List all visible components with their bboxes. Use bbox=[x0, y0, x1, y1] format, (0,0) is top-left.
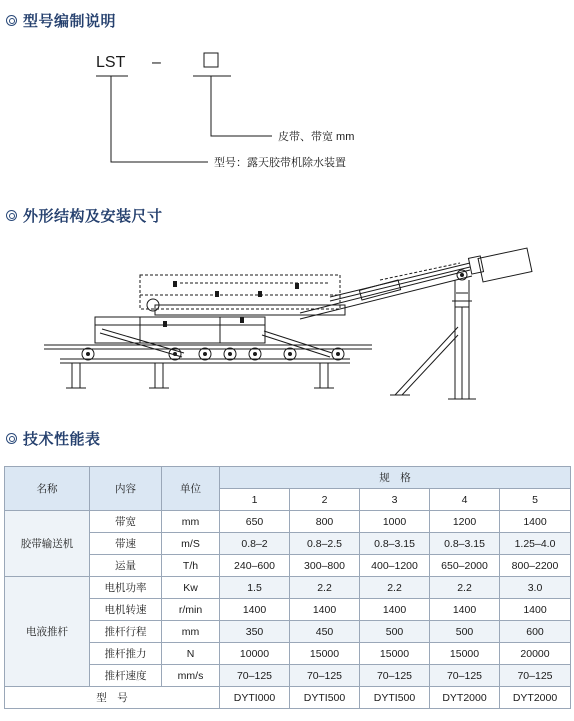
cell: 15000 bbox=[360, 643, 430, 665]
cell: 300–800 bbox=[290, 555, 360, 577]
cell: 0.8–3.15 bbox=[430, 533, 500, 555]
cell: 500 bbox=[360, 621, 430, 643]
cell: 1400 bbox=[220, 599, 290, 621]
section-title-outline: 外形结构及安装尺寸 bbox=[23, 207, 163, 225]
type-label: 型号：露天胶带机除水装置 bbox=[214, 157, 346, 169]
cell: DYT2000 bbox=[500, 687, 571, 709]
header-unit: 单位 bbox=[162, 467, 220, 511]
cell: 1400 bbox=[430, 599, 500, 621]
table-row bbox=[5, 621, 571, 643]
circle-bullet-icon bbox=[6, 15, 17, 26]
upper-frame bbox=[140, 275, 340, 309]
row-content: 推杆推力 bbox=[90, 643, 162, 665]
cell: 800 bbox=[290, 511, 360, 533]
header-col: 1 bbox=[220, 489, 290, 511]
cell: 0.8–3.15 bbox=[360, 533, 430, 555]
width-box bbox=[204, 53, 218, 67]
cell: 15000 bbox=[290, 643, 360, 665]
cell: 70–125 bbox=[360, 665, 430, 687]
cell: 1400 bbox=[290, 599, 360, 621]
cell: 650 bbox=[220, 511, 290, 533]
group-name: 胶带输送机 bbox=[5, 511, 90, 577]
cell: 2.2 bbox=[430, 577, 500, 599]
cell: 0.8–2.5 bbox=[290, 533, 360, 555]
table-row bbox=[5, 555, 571, 577]
cell: 70–125 bbox=[290, 665, 360, 687]
cell: 400–1200 bbox=[360, 555, 430, 577]
cell: 15000 bbox=[430, 643, 500, 665]
table-row bbox=[5, 511, 571, 533]
circle-bullet-icon bbox=[6, 433, 17, 444]
cell: 1200 bbox=[430, 511, 500, 533]
model-prefix: LST bbox=[96, 54, 126, 71]
row-unit: mm bbox=[162, 621, 220, 643]
cell: 1.5 bbox=[220, 577, 290, 599]
row-unit: N bbox=[162, 643, 220, 665]
row-content: 带速 bbox=[90, 533, 162, 555]
row-unit: mm/s bbox=[162, 665, 220, 687]
group-name: 电液推杆 bbox=[5, 577, 90, 687]
row-content: 推杆速度 bbox=[90, 665, 162, 687]
cell: 10000 bbox=[220, 643, 290, 665]
table-row bbox=[5, 599, 571, 621]
section-header-model bbox=[6, 10, 116, 31]
cell: 350 bbox=[220, 621, 290, 643]
outline-drawing bbox=[0, 235, 574, 414]
cell: 1400 bbox=[360, 599, 430, 621]
table-row-model bbox=[5, 687, 571, 709]
cell: 800–2200 bbox=[500, 555, 571, 577]
model-dash: – bbox=[152, 54, 161, 71]
section-title-model: 型号编制说明 bbox=[23, 12, 117, 30]
pillar-support bbox=[390, 280, 476, 399]
cell: 1400 bbox=[500, 599, 571, 621]
performance-table bbox=[4, 466, 571, 709]
row-content: 推杆行程 bbox=[90, 621, 162, 643]
cell: DYT2000 bbox=[430, 687, 500, 709]
header-name: 名称 bbox=[5, 467, 90, 511]
cell: 1.25–4.0 bbox=[500, 533, 571, 555]
row-unit: mm bbox=[162, 511, 220, 533]
table-row bbox=[5, 577, 571, 599]
width-label: 皮带、带宽 mm bbox=[278, 131, 355, 143]
cell: 2.2 bbox=[290, 577, 360, 599]
cell: 650–2000 bbox=[430, 555, 500, 577]
cell: 500 bbox=[430, 621, 500, 643]
row-unit: T/h bbox=[162, 555, 220, 577]
model-code-diagram bbox=[0, 40, 574, 180]
table-row bbox=[5, 665, 571, 687]
section-title-performance: 技术性能表 bbox=[23, 430, 101, 448]
type-leader-line bbox=[111, 76, 208, 162]
cell: DYTI500 bbox=[290, 687, 360, 709]
header-col: 4 bbox=[430, 489, 500, 511]
row-unit: Kw bbox=[162, 577, 220, 599]
row-content: 运量 bbox=[90, 555, 162, 577]
cell: 0.8–2 bbox=[220, 533, 290, 555]
row-content: 电机转速 bbox=[90, 599, 162, 621]
cell: 2.2 bbox=[360, 577, 430, 599]
cell: DYTI000 bbox=[220, 687, 290, 709]
header-spec: 规 格 bbox=[220, 467, 571, 489]
cell: 1400 bbox=[500, 511, 571, 533]
row-unit: m/S bbox=[162, 533, 220, 555]
cell: 20000 bbox=[500, 643, 571, 665]
model-row-label: 型 号 bbox=[5, 687, 220, 709]
header-col: 3 bbox=[360, 489, 430, 511]
circle-bullet-icon bbox=[6, 210, 17, 221]
row-unit: r/min bbox=[162, 599, 220, 621]
section-header-performance bbox=[6, 428, 101, 449]
cell: 70–125 bbox=[500, 665, 571, 687]
section-header-outline bbox=[6, 205, 163, 226]
table-row bbox=[5, 643, 571, 665]
table-row bbox=[5, 533, 571, 555]
cell: 600 bbox=[500, 621, 571, 643]
electro-hydraulic-pusher bbox=[300, 248, 532, 319]
cell: 3.0 bbox=[500, 577, 571, 599]
cell: 240–600 bbox=[220, 555, 290, 577]
cell: 70–125 bbox=[430, 665, 500, 687]
header-content: 内容 bbox=[90, 467, 162, 511]
header-col: 5 bbox=[500, 489, 571, 511]
cell: DYTI500 bbox=[360, 687, 430, 709]
header-col: 2 bbox=[290, 489, 360, 511]
cell: 450 bbox=[290, 621, 360, 643]
idler-rollers bbox=[82, 348, 344, 360]
row-content: 电机功率 bbox=[90, 577, 162, 599]
width-leader-line bbox=[211, 76, 272, 136]
cell: 70–125 bbox=[220, 665, 290, 687]
cell: 1000 bbox=[360, 511, 430, 533]
row-content: 带宽 bbox=[90, 511, 162, 533]
